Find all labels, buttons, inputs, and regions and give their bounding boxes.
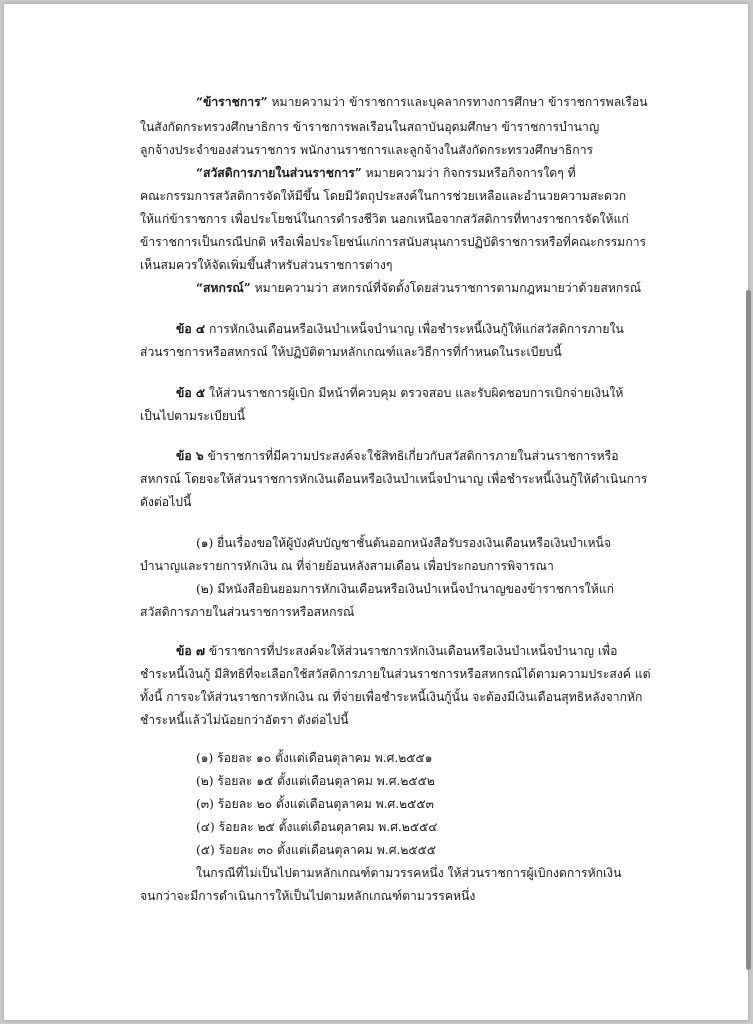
clause-7-closing-line-1: ในกรณีที่ไม่เป็นไปตามหลักเกณฑ์ตามวรรคหนึ่ง ให้ส่วนราชการผู้เบิกงดการหักเงิน (196, 866, 622, 880)
clause-label: ข้อ ๖ (176, 449, 204, 463)
definition-welfare-line-4: ข้าราชการเป็นกรณีปกติ หรือเพื่อประโยชน์แก่การสนับสนุนการปฏิบัติราชการหรือที่คณะกรรมการ (140, 235, 647, 249)
clause-7-rate-3: (๓) ร้อยละ ๒๐ ตั้งแต่เดือนตุลาคม พ.ศ.๒๕๕๓ (196, 797, 434, 811)
definition-term: “สวัสดิการภายในส่วนราชการ” (196, 166, 362, 180)
document-page (4, 4, 748, 1020)
clause-7-line-4: ชำระหนี้แล้วไม่น้อยกว่าอัตรา ดังต่อไปนี้ (140, 713, 349, 727)
clause-6-line-3: ดังต่อไปนี้ (140, 495, 192, 509)
clause-7-rate-4: (๔) ร้อยละ ๒๕ ตั้งแต่เดือนตุลาคม พ.ศ.๒๕๕๔ (196, 820, 438, 834)
definition-civil-servant-line-3: ลูกจ้างประจำของส่วนราชการ พนักงานราชการและลูกจ้างในสังกัดกระทรวงศึกษาธิการ (140, 143, 594, 157)
clause-label: ข้อ ๔ (176, 322, 206, 336)
clause-6-line-1: ข้อ ๖ ข้าราชการที่มีความประสงค์จะใช้สิทธิเกี่ยวกับสวัสดิการภายในส่วนราชการหรือ (176, 449, 619, 463)
clause-7-rate-5: (๕) ร้อยละ ๓๐ ตั้งแต่เดือนตุลาคม พ.ศ.๒๕๕๕ (196, 843, 437, 857)
clause-4-line-2: ส่วนราชการหรือสหกรณ์ ให้ปฏิบัติตามหลักเกณฑ์และวิธีการที่กำหนดในระเบียบนี้ (140, 345, 562, 359)
clause-7-line-1: ข้อ ๗ ข้าราชการที่ประสงค์จะให้ส่วนราชการหักเงินเดือนหรือเงินบำเหน็จบำนาญ เพื่อ (176, 644, 618, 658)
clause-7-line-3: ทั้งนี้ การจะให้ส่วนราชการหักเงิน ณ ที่จ่ายเพื่อชำระหนี้เงินกู้นั้น จะต้องมีเงินเดือนสุทธิหลังจากหัก (140, 690, 643, 704)
clause-6-item-1-line-2: บำนาญและรายการหักเงิน ณ ที่จ่ายย้อนหลังสามเดือน เพื่อประกอบการพิจารณา (140, 559, 554, 573)
definition-cooperative-line-1: “สหกรณ์” หมายความว่า สหกรณ์ที่จัดตั้งโดยส่วนราชการตามกฎหมายว่าด้วยสหกรณ์ (196, 281, 642, 295)
definition-welfare-line-1: “สวัสดิการภายในส่วนราชการ” หมายความว่า กิจกรรมหรือกิจการใดๆ ที่ (196, 166, 576, 180)
clause-6-item-2-line-1: (๒) มีหนังสือยินยอมการหักเงินเดือนหรือเงินบำเหน็จบำนาญของข้าราชการให้แก่ (196, 582, 615, 596)
clause-7-line-2: ชำระหนี้เงินกู้ มีสิทธิที่จะเลือกใช้สวัสดิการภายในส่วนราชการหรือสหกรณ์ได้ตามความประสงค์ แต่ (140, 667, 651, 681)
definition-welfare-line-5: เห็นสมควรให้จัดเพิ่มขึ้นสำหรับส่วนราชการต่างๆ (140, 258, 393, 272)
clause-7-rate-1: (๑) ร้อยละ ๑๐ ตั้งแต่เดือนตุลาคม พ.ศ.๒๕๕๑ (196, 751, 433, 765)
clause-6-item-2-line-2: สวัสดิการภายในส่วนราชการหรือสหกรณ์ (140, 605, 355, 619)
clause-5-line-1: ข้อ ๕ ให้ส่วนราชการผู้เบิก มีหน้าที่ควบคุม ตรวจสอบ และรับผิดชอบการเบิกจ่ายเงินให้ (176, 386, 624, 400)
definition-welfare-line-3: ให้แก่ข้าราชการ เพื่อประโยชน์ในการดำรงชีวิต นอกเหนือจากสวัสดิการที่ทางราชการจัดให้แก่ (140, 212, 629, 226)
definition-civil-servant-line-1: “ข้าราชการ” หมายความว่า ข้าราชการและบุคลากรทางการศึกษา ข้าราชการพลเรือน (196, 95, 648, 109)
definition-term: “ข้าราชการ” (196, 95, 268, 109)
clause-label: ข้อ ๕ (176, 386, 206, 400)
clause-4-line-1: ข้อ ๔ การหักเงินเดือนหรือเงินบำเหน็จบำนาญ เพื่อชำระหนี้เงินกู้ให้แก่สวัสดิการภายใน (176, 322, 624, 336)
clause-7-closing-line-2: จนกว่าจะมีการดำเนินการให้เป็นไปตามหลักเกณฑ์ตามวรรคหนึ่ง (140, 889, 476, 903)
definition-term: “สหกรณ์” (196, 281, 251, 295)
definition-civil-servant-line-2: ในสังกัดกระทรวงศึกษาธิการ ข้าราชการพลเรือนในสถาบันอุดมศึกษา ข้าราชการบำนาญ (140, 120, 600, 134)
clause-6-item-1-line-1: (๑) ยื่นเรื่องขอให้ผู้บังคับบัญชาชั้นต้นออกหนังสือรับรองเงินเดือนหรือเงินบำเหน็จ (196, 536, 611, 550)
vertical-scrollbar[interactable] (746, 290, 751, 970)
definition-welfare-line-2: คณะกรรมการสวัสดิการจัดให้มีขึ้น โดยมีวัตถุประสงค์ในการช่วยเหลือและอำนวยความสะดวก (140, 189, 627, 203)
clause-5-line-2: เป็นไปตามระเบียบนี้ (140, 409, 246, 423)
clause-7-rate-2: (๒) ร้อยละ ๑๕ ตั้งแต่เดือนตุลาคม พ.ศ.๒๕๕๒ (196, 774, 435, 788)
clause-6-line-2: สหกรณ์ โดยจะให้ส่วนราชการหักเงินเดือนหรือเงินบำเหน็จบำนาญ เพื่อชำระหนี้เงินกู้ให้ดำเนินการ (140, 472, 648, 486)
clause-label: ข้อ ๗ (176, 644, 206, 658)
